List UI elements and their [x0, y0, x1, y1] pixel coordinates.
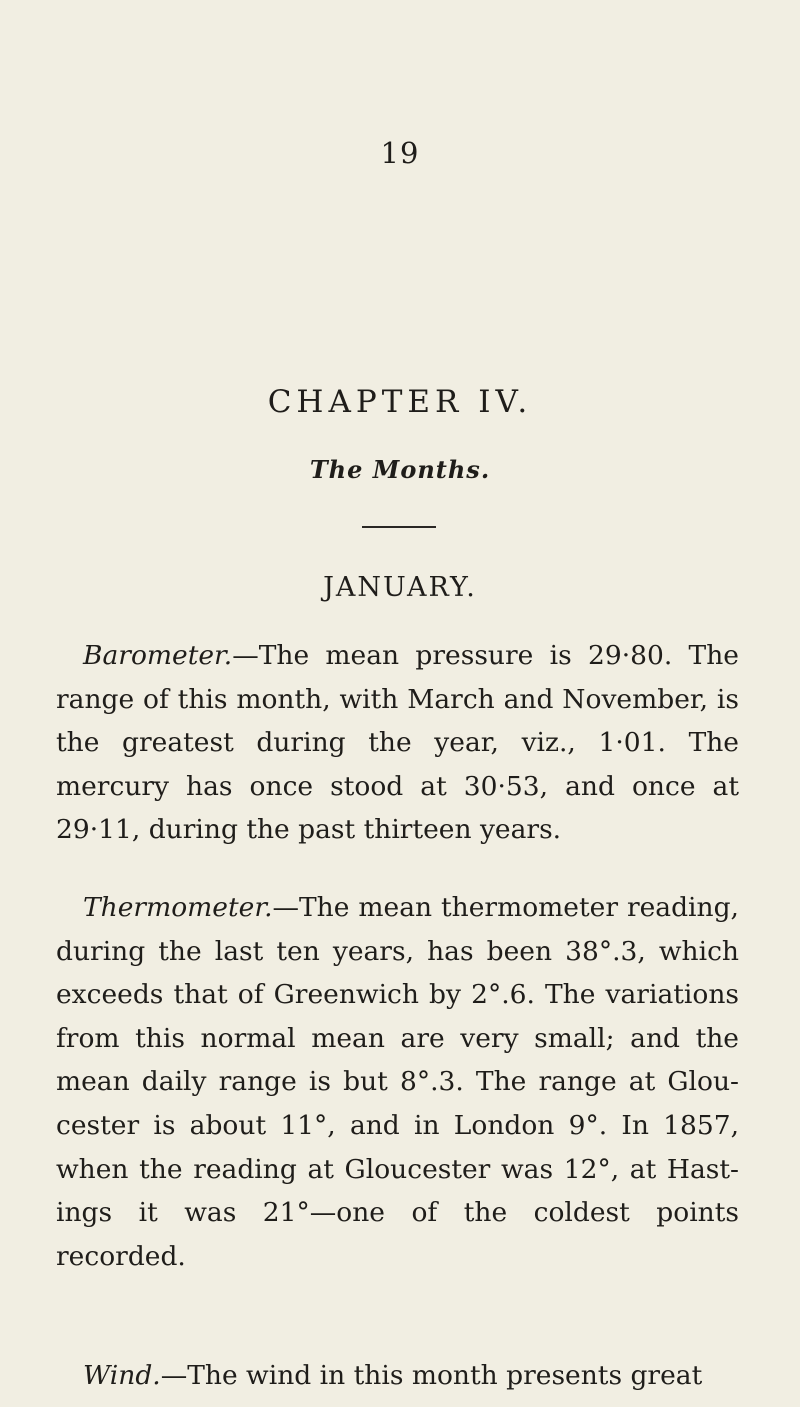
paragraph-lead: Barometer. — [83, 640, 233, 671]
paragraph-lead: Wind. — [83, 1360, 161, 1391]
paragraph-lead: Thermometer. — [83, 892, 273, 923]
divider-rule — [362, 526, 436, 528]
chapter-heading: CHAPTER IV. — [267, 384, 533, 420]
paragraph-wind — [56, 1354, 739, 1398]
chapter-subtitle: The Months. — [309, 455, 491, 484]
paragraph-thermometer — [56, 886, 739, 1278]
page-number: 19 — [380, 136, 420, 170]
month-heading: JANUARY. — [323, 572, 477, 603]
paragraph-barometer — [56, 634, 739, 852]
paragraph-text: —The mean thermometer reading, during the last ten years, has been 38°.3, which exceeds that of Greenwich by 2°.6. The variations from this normal mean are very small; and the mean daily range is but 8°.3. The range at Gloucester is about 11°, and in London 9°. In 1857, when the reading at Gloucester was 12°, at Hastings it was 21°—one of the coldest points recorded. — [56, 892, 739, 1272]
paragraph-text: —The wind in this month presents great — [160, 1360, 703, 1391]
paragraph-text: —The mean pressure is 29·80. The range of this month, with March and November, is the greatest during the year, viz., 1·01. The mercury has once stood at 30·53, and once at 29·11, during the past thirteen years. — [56, 640, 739, 846]
